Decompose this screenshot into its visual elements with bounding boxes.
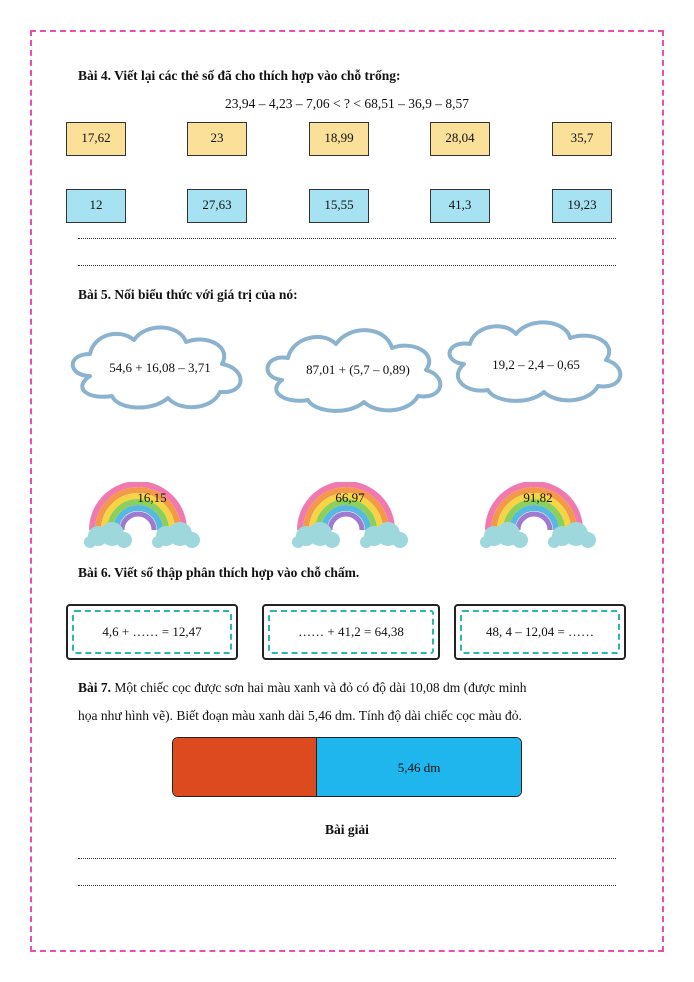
rainbow-value[interactable]: 16,15 — [137, 490, 167, 505]
bai4-title — [78, 68, 401, 84]
answer-line[interactable] — [78, 232, 616, 239]
bai7-text — [78, 674, 638, 730]
stake-bar — [172, 737, 522, 797]
bai7-label: Bài 7. — [78, 680, 112, 695]
number-card[interactable]: 19,23 — [552, 189, 612, 223]
rainbow-value[interactable]: 91,82 — [523, 490, 553, 505]
bai7-line2: họa như hình vẽ). Biết đoạn màu xanh dài 5,46 dm. Tính độ dài chiếc cọc màu đỏ. — [78, 708, 522, 723]
number-card[interactable]: 18,99 — [309, 122, 369, 156]
bai4-label: Bài 4 — [78, 68, 108, 83]
number-card[interactable]: 27,63 — [187, 189, 247, 223]
cloud-expression[interactable]: 19,2 – 2,4 – 0,65 — [492, 357, 580, 372]
fill-box-expression: 4,6 + …… = 12,47 — [102, 624, 202, 639]
bai7-line1: Một chiếc cọc được sơn hai màu xanh và đỏ có độ dài 10,08 dm (được minh — [111, 680, 527, 695]
cloud-expression[interactable]: 54,6 + 16,08 – 3,71 — [109, 360, 211, 375]
bai6-title: Bài 6. Viết số thập phân thích hợp vào chỗ chấm. — [78, 565, 360, 580]
number-card[interactable]: 28,04 — [430, 122, 490, 156]
answer-line[interactable] — [78, 879, 616, 886]
answer-line[interactable] — [78, 852, 616, 859]
number-card[interactable]: 15,55 — [309, 189, 369, 223]
fill-box-expression: …… + 41,2 = 64,38 — [298, 624, 404, 639]
number-card[interactable]: 12 — [66, 189, 126, 223]
fill-box[interactable] — [262, 604, 440, 660]
fill-box-expression: 48, 4 – 12,04 = …… — [485, 624, 595, 639]
rainbow-value[interactable]: 66,97 — [335, 490, 365, 505]
number-card[interactable]: 17,62 — [66, 122, 126, 156]
cloud-expression[interactable]: 87,01 + (5,7 – 0,89) — [306, 362, 410, 377]
bai5-title: Bài 5. Nối biểu thức với giá trị của nó: — [78, 287, 298, 302]
stake-red-segment — [173, 738, 316, 796]
number-card[interactable]: 23 — [187, 122, 247, 156]
bai4-expression: 23,94 – 4,23 – 7,06 < ? < 68,51 – 36,9 – 8,57 — [225, 96, 469, 111]
number-card[interactable]: 35,7 — [552, 122, 612, 156]
stake-blue-label: 5,46 dm — [397, 760, 441, 775]
stake-blue-segment — [316, 738, 521, 796]
fill-box[interactable] — [66, 604, 238, 660]
solution-title: Bài giải — [325, 822, 369, 837]
answer-line[interactable] — [78, 259, 616, 266]
number-card[interactable]: 41,3 — [430, 189, 490, 223]
bai4-instruction: . Viết lại các thẻ số đã cho thích hợp vào chỗ trống: — [107, 68, 401, 83]
fill-box[interactable] — [454, 604, 626, 660]
